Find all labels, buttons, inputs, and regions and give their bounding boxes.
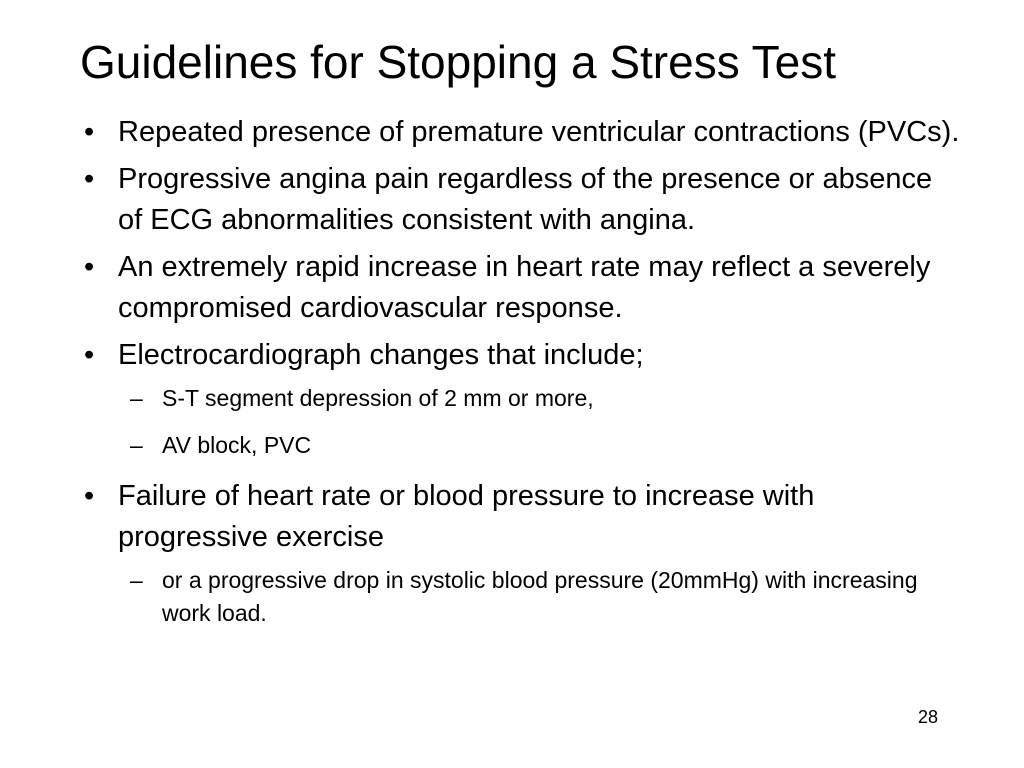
bullet-item [80,112,960,153]
bullet-marker: • [84,339,95,371]
sub-bullet-text: or a progressive drop in systolic blood pressure (20mmHg) with increasing work load. [162,567,918,626]
dash-marker: – [130,432,143,458]
bullet-marker: • [84,480,95,512]
bullet-text: An extremely rapid increase in heart rate may reflect a severely compromised cardiovascular response. [118,251,931,324]
sub-bullet-item [80,382,960,415]
dash-marker: – [130,385,143,411]
slide-title: Guidelines for Stopping a Stress Test [80,36,837,88]
bullet-marker: • [84,163,95,195]
sub-bullet-text: AV block, PVC [162,432,312,458]
bullet-text: Failure of heart rate or blood pressure to increase with progressive exercise [118,480,815,553]
bullet-item [80,247,960,329]
bullet-text: Electrocardiograph changes that include; [118,339,644,371]
bullet-marker: • [84,251,95,283]
bullet-text: Progressive angina pain regardless of the presence or absence of ECG abnormalities consistent with angina. [118,163,933,236]
sub-bullet-item [80,564,960,630]
bullet-item [80,476,960,558]
bullet-item [80,159,960,241]
sub-bullet-item [80,429,960,462]
sub-bullet-text: S-T segment depression of 2 mm or more, [162,385,594,411]
bullet-item [80,335,960,376]
page-number: 28 [917,707,938,727]
dash-marker: – [130,567,143,593]
bullet-list [80,112,960,644]
bullet-text: Repeated presence of premature ventricular contractions (PVCs). [118,116,960,148]
bullet-marker: • [84,116,95,148]
